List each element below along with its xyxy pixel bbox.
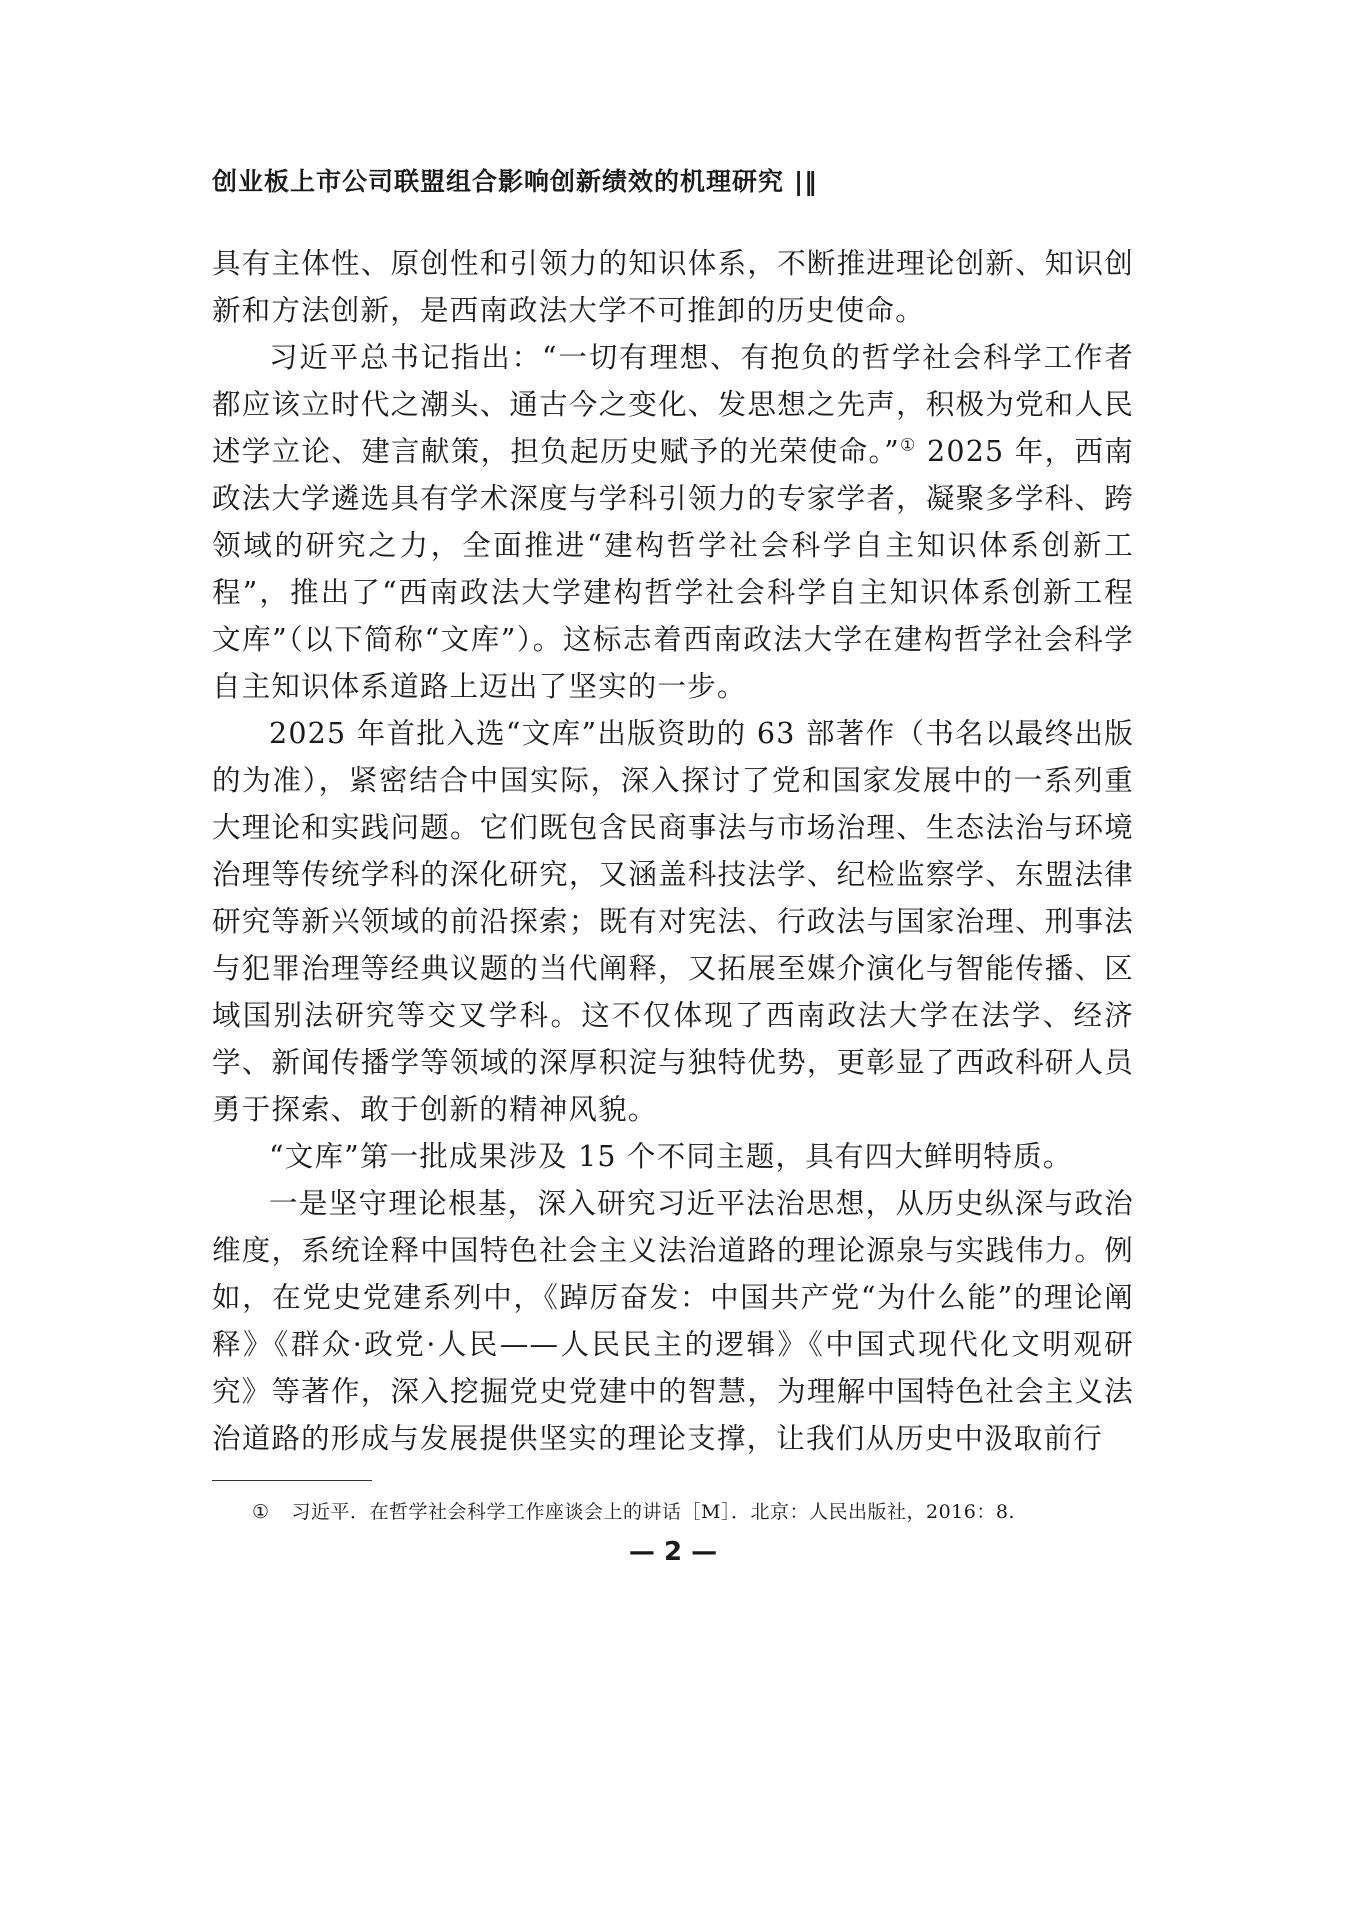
- paragraph-2: [212, 334, 1134, 710]
- footnote-mark: ①: [252, 1501, 270, 1523]
- header-separator: |‖: [794, 167, 818, 196]
- paragraph-2-text-cont: 2025 年，西南政法大学遴选具有学术深度与学科引领力的专家学者，凝聚多学科、跨领域的研究之力，全面推进“建构哲学社会科学自主知识体系创新工程”，推出了“西南政法大学建构哲学社会科学自主知识体系创新工程文库”（以下简称“文库”）。这标志着西南政法大学在建构哲学社会科学自主知识体系道路上迈出了坚实的一步。: [212, 435, 1135, 703]
- main-body: [212, 240, 1134, 1462]
- footnote-reference[interactable]: ①: [899, 435, 917, 456]
- paragraph-5: 一是坚守理论根基，深入研究习近平法治思想，从历史纵深与政治维度，系统诠释中国特色社会主义法治道路的理论源泉与实践伟力。例如，在党史党建系列中，《踔厉奋发：中国共产党“为什么能”的理论阐释》《群众·政党·人民——人民民主的逻辑》《中国式现代化文明观研究》等著作，深入挖掘党史党建中的智慧，为理解中国特色社会主义法治道路的形成与发展提供坚实的理论支撑，让我们从历史中汲取前行: [212, 1187, 1134, 1455]
- footnote-text: 习近平．在哲学社会科学工作座谈会上的讲话［M］．北京：人民出版社，2016：8.: [291, 1501, 1015, 1523]
- footnote-divider: [212, 1480, 372, 1481]
- paragraph-4: “文库”第一批成果涉及 15 个不同主题，具有四大鲜明特质。: [269, 1140, 1073, 1173]
- running-title: 创业板上市公司联盟组合影响创新绩效的机理研究: [212, 167, 785, 196]
- paragraph-1: 具有主体性、原创性和引领力的知识体系，不断推进理论创新、知识创新和方法创新，是西南政法大学不可推卸的历史使命。: [212, 247, 1134, 327]
- running-header: [212, 162, 818, 198]
- page-number: — 2 —: [628, 1537, 718, 1567]
- paragraph-2-text: 习近平总书记指出：“一切有理想、有抱负的哲学社会科学工作者都应该立时代之潮头、通古今之变化、发思想之先声，积极为党和人民述学立论、建言献策，担负起历史赋予的光荣使命。”: [212, 341, 1134, 468]
- paragraph-3: 2025 年首批入选“文库”出版资助的 63 部著作（书名以最终出版的为准），紧密结合中国实际，深入探讨了党和国家发展中的一系列重大理论和实践问题。它们既包含民商事法与市场治理、生态法治与环境治理等传统学科的深化研究，又涵盖科技法学、纪检监察学、东盟法律研究等新兴领域的前沿探索；既有对宪法、行政法与国家治理、刑事法与犯罪治理等经典议题的当代阐释，又拓展至媒介演化与智能传播、区域国别法研究等交叉学科。这不仅体现了西南政法大学在法学、经济学、新闻传播学等领域的深厚积淀与独特优势，更彰显了西政科研人员勇于探索、敢于创新的精神风貌。: [212, 717, 1134, 1126]
- footnote: [252, 1497, 1015, 1524]
